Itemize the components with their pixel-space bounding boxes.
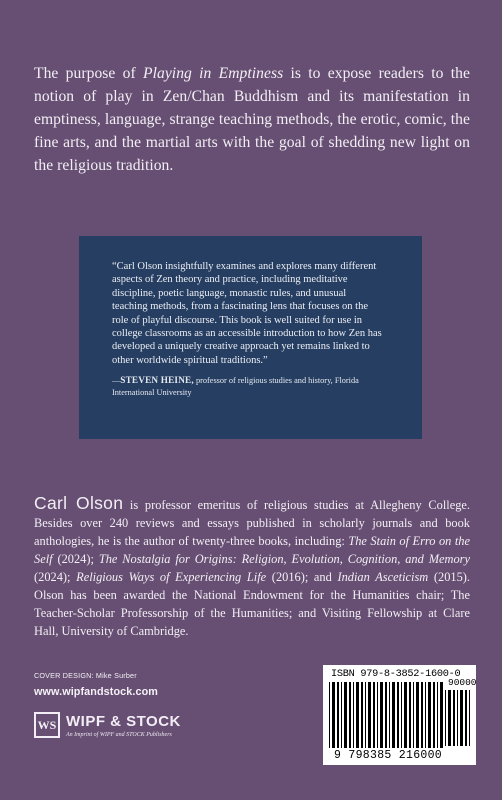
barcode-bar	[428, 682, 431, 748]
barcode-bar	[377, 682, 378, 748]
barcode-bar	[448, 690, 451, 746]
endorser-affiliation: professor of religious studies and history, Florida International University	[112, 376, 359, 397]
barcode-bar	[409, 682, 411, 748]
isbn-label: ISBN 979-8-3852-1600-0	[331, 668, 461, 680]
publisher-url[interactable]: www.wipfandstock.com	[34, 686, 158, 698]
cover-design-credit: COVER DESIGN: Mike Surber	[34, 671, 137, 680]
barcode-bar	[469, 690, 470, 746]
barcode-bar	[440, 682, 443, 748]
barcode-bar	[332, 682, 335, 748]
barcode-bar	[445, 690, 446, 746]
book-title: Religious Ways of Experiencing Life	[76, 570, 267, 584]
barcode-bar	[385, 682, 387, 748]
addon-barcode-icon	[445, 690, 471, 746]
price-code: 90000	[448, 677, 477, 688]
bio-text: (2016); and	[266, 570, 338, 584]
description-text-end: is to expose readers to the notion of play in Zen/Chan Buddhism and its manifestation in emptiness, language, strange teaching methods, the erotic, comic, the fine arts, and the martial arts with the goal of shedding new light on the religious tradition.	[34, 65, 470, 174]
isbn-barcode	[323, 665, 476, 765]
barcode-bar	[397, 682, 399, 748]
barcode-bar	[425, 682, 426, 748]
barcode-bars-icon	[329, 682, 444, 748]
barcode-bar	[365, 682, 366, 748]
barcode-bar	[344, 682, 347, 748]
barcode-bar	[389, 682, 390, 748]
barcode-bar	[373, 682, 375, 748]
book-title: Indian Asceticism	[337, 570, 429, 584]
barcode-bar	[349, 682, 351, 748]
barcode-bar	[368, 682, 371, 748]
barcode-bar	[341, 682, 342, 748]
barcode-bar	[421, 682, 423, 748]
barcode-bar	[353, 682, 354, 748]
barcode-bar	[356, 682, 359, 748]
credits	[34, 671, 158, 698]
barcode-bar	[392, 682, 395, 748]
endorsement-quote: “Carl Olson insightfully examines and explores many different aspects of Zen theory and practice, including meditative discipline, poetic language, monastic rules, and unusual teaching methods, from a fascinating lens that focuses on the role of playful discourse. This book is well suited for use in college classrooms as an accessible introduction to how Zen has developed a uniquely creative approach yet remains linked to other worldwide spiritual traditions.”	[112, 261, 382, 366]
barcode-bar	[433, 682, 435, 748]
barcode-bar	[465, 690, 467, 746]
barcode-bar	[413, 682, 414, 748]
description-text: The purpose of	[34, 65, 144, 82]
barcode-bar	[361, 682, 363, 748]
barcode-bar	[460, 690, 463, 746]
author-bio	[34, 494, 470, 640]
bio-text: is professor emeritus of religious studies at Allegheny College. Besides over 240 reviews and essays published in scholarly journals and book anthologies, he is the author of twenty-three books, including:	[34, 498, 470, 548]
endorser-name: STEVEN HEINE,	[120, 375, 194, 386]
author-name: Carl Olson	[34, 493, 124, 513]
book-title: Playing in Emptiness	[143, 65, 284, 82]
endorsement-box	[79, 236, 422, 439]
bio-text: (2015). Olson has been awarded the National Endowment for the Humanities chair; The Teacher-Scholar Professorship of the Humanities; and Visiting Fellowship at Clare Hall, University of Cambridge.	[34, 570, 471, 638]
barcode-bar	[437, 682, 438, 748]
barcode-bar	[329, 682, 330, 748]
publisher-subtitle: An Imprint of WIPF and STOCK Publishers	[66, 732, 172, 738]
barcode-bar	[457, 690, 458, 746]
barcode-bar	[416, 682, 419, 748]
publisher-logo	[34, 712, 234, 746]
bio-text: (2024);	[34, 570, 77, 584]
barcode-bar	[453, 690, 455, 746]
ws-logo-icon: WS	[34, 712, 60, 738]
bio-text: (2024);	[52, 552, 99, 566]
endorsement-attribution	[112, 375, 384, 398]
publisher-name: WIPF & STOCK	[66, 713, 181, 730]
barcode-number: 9 798385 216000	[333, 749, 443, 762]
description-paragraph	[34, 62, 470, 177]
barcode-bar	[404, 682, 407, 748]
attribution-dash: —	[112, 376, 121, 386]
barcode-bar	[380, 682, 383, 748]
book-title: The Nostalgia for Origins: Religion, Evolution, Cognition, and Memory	[98, 552, 470, 566]
barcode-bar	[401, 682, 402, 748]
barcode-bar	[337, 682, 339, 748]
book-title: The Stain of Erro on the Self	[34, 534, 471, 566]
